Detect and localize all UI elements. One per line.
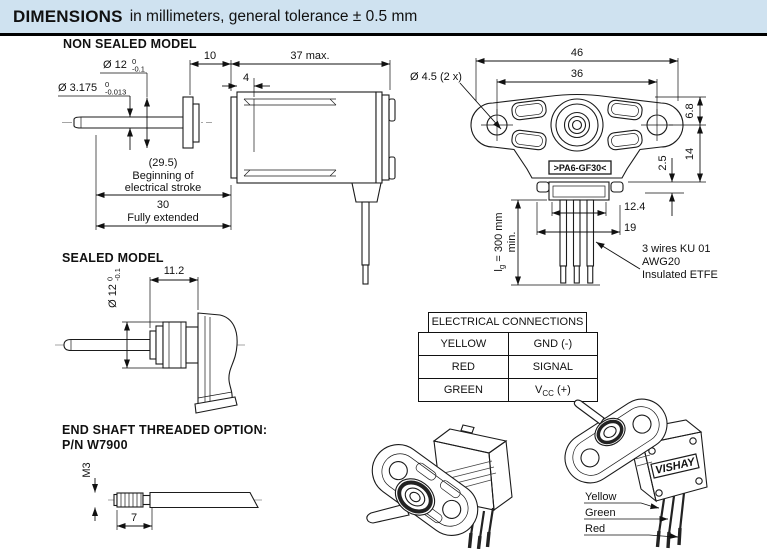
svg-text:-0.013: -0.013 xyxy=(105,87,127,97)
dim-36-label: 36 xyxy=(570,68,584,80)
svg-text:0: 0 xyxy=(105,80,110,89)
threaded-heading-line2: P/N W7900 xyxy=(62,438,128,452)
svg-text:electrical stroke: electrical stroke xyxy=(124,182,202,194)
svg-text:0: 0 xyxy=(132,57,137,66)
wire-label-green: Green xyxy=(585,507,616,519)
svg-text:Ø 12: Ø 12 xyxy=(107,284,119,308)
page-title: DIMENSIONS xyxy=(13,6,123,26)
dim-4-label: 4 xyxy=(242,72,250,84)
threaded-heading-line1: END SHAFT THREADED OPTION: xyxy=(62,423,268,437)
material-marking: >PA6-GF30< xyxy=(553,163,607,173)
svg-text:Insulated ETFE: Insulated ETFE xyxy=(642,269,718,281)
svg-text:19: 19 xyxy=(624,222,637,234)
dim-10-label: 10 xyxy=(203,50,217,62)
wire-function-cell: SIGNAL xyxy=(532,361,574,373)
dim-46-label: 46 xyxy=(570,47,584,59)
svg-text:12.4: 12.4 xyxy=(624,201,646,213)
iso-view-rear xyxy=(555,390,707,548)
wire-color-cell: RED xyxy=(419,356,509,378)
threaded-shaft-view xyxy=(81,462,262,530)
dim-7-label: 7 xyxy=(130,512,138,524)
svg-text:AWG20: AWG20 xyxy=(642,256,681,268)
svg-text:min.: min. xyxy=(506,231,518,253)
m3-label: M3 xyxy=(81,462,93,478)
table-title: ELECTRICAL CONNECTIONS xyxy=(428,312,587,333)
wire-note: 3 wires KU 01 xyxy=(642,243,711,255)
wire-function-cell: $V_{CC}$ (+) xyxy=(535,384,571,399)
wire-length-label: $l_g = 300$ mm xyxy=(493,212,507,272)
dim-112-label: 11.2 xyxy=(163,265,185,277)
wire-color-cell: GREEN xyxy=(419,379,509,401)
dia-3175-label: Ø 3.175 xyxy=(58,82,98,94)
svg-text:2.5: 2.5 xyxy=(657,155,669,171)
dia-12-label: Ø 12 xyxy=(103,59,127,71)
wire-color-cell: YELLOW xyxy=(419,333,509,355)
svg-text:-0.1: -0.1 xyxy=(132,64,145,74)
dia-45-label: Ø 4.5 (2 x) xyxy=(410,71,462,83)
sealed-dia12-label xyxy=(106,268,123,308)
wire-function-cell: GND (-) xyxy=(533,338,573,350)
non-sealed-heading: NON SEALED MODEL xyxy=(63,37,197,51)
dim-37-label: 37 max. xyxy=(290,50,330,62)
vishay-logo: VISHAY xyxy=(654,456,697,477)
svg-text:(29.5): (29.5) xyxy=(148,157,178,169)
svg-text:6.8: 6.8 xyxy=(684,103,696,119)
svg-text:0: 0 xyxy=(105,276,115,281)
svg-text:Beginning of: Beginning of xyxy=(132,170,194,182)
svg-text:Fully extended: Fully extended xyxy=(127,212,199,224)
svg-text:14: 14 xyxy=(684,147,696,161)
svg-text:-0.1: -0.1 xyxy=(113,268,122,281)
page-subtitle: in millimeters, general tolerance ± 0.5 mm xyxy=(129,7,418,25)
wire-label-yellow: Yellow xyxy=(585,491,617,503)
wire-label-red: Red xyxy=(585,523,606,535)
non-sealed-side-view xyxy=(58,50,395,284)
sealed-heading: SEALED MODEL xyxy=(62,251,164,265)
iso-view-front xyxy=(362,425,512,549)
flange-front-view xyxy=(410,47,718,285)
svg-text:30: 30 xyxy=(156,199,170,211)
sealed-side-view xyxy=(55,265,248,413)
